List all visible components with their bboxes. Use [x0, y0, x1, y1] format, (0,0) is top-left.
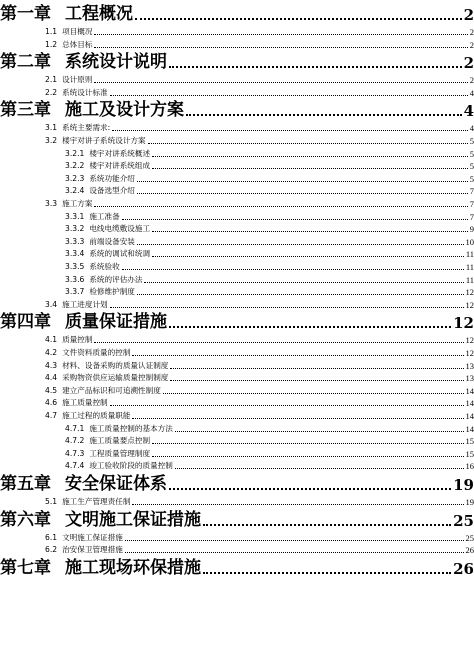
- toc-entry-number: 3.3.7: [65, 287, 85, 297]
- dot-leader: [110, 405, 464, 406]
- toc-entry-number: 第五章: [0, 474, 51, 494]
- toc-entry-number: 3.3.1: [65, 211, 85, 221]
- toc-entry-text: 系统功能介绍: [89, 173, 135, 183]
- toc-page-number: 2: [463, 54, 474, 73]
- toc-section-entry[interactable]: [0, 247, 474, 259]
- toc-entry-title: [0, 223, 150, 234]
- toc-entry-text: 系统设计说明: [65, 52, 167, 73]
- toc-entry-number: 4.7.4: [65, 461, 85, 471]
- toc-page-number: 4: [469, 87, 474, 98]
- toc-section-entry[interactable]: [0, 434, 474, 446]
- toc-chapter-entry[interactable]: [0, 98, 474, 120]
- toc-page-number: 12: [453, 314, 474, 333]
- dot-leader: [152, 456, 463, 457]
- toc-section-entry[interactable]: [0, 73, 474, 85]
- toc-entry-number: 1.2: [45, 39, 58, 49]
- toc-page-number: 14: [465, 385, 474, 396]
- toc-entry-title: [0, 0, 133, 24]
- toc-section-entry[interactable]: [0, 422, 474, 434]
- toc-entry-title: [0, 410, 130, 421]
- toc-entry-text: 施工进度计划: [62, 299, 108, 309]
- toc-entry-text: 施工准备: [89, 211, 120, 221]
- toc-section-entry[interactable]: [0, 273, 474, 285]
- toc-page-number: 19: [465, 497, 474, 507]
- toc-page-number: 15: [465, 448, 474, 459]
- toc-section-entry[interactable]: [0, 531, 474, 543]
- toc-entry-number: 6.1: [45, 532, 58, 542]
- dot-leader: [137, 181, 468, 182]
- toc-entry-title: [0, 334, 92, 345]
- dot-leader: [203, 572, 451, 574]
- toc-entry-title: [0, 122, 110, 133]
- dot-leader: [137, 244, 464, 245]
- toc-entry-number: 4.7: [45, 411, 58, 420]
- toc-entry-text: 建立产品标识和可追溯性制度: [62, 385, 161, 395]
- toc-page-number: 2: [463, 6, 474, 24]
- toc-entry-number: 1.1: [45, 27, 58, 36]
- toc-page-number: 14: [465, 423, 474, 434]
- dot-leader: [132, 418, 463, 419]
- toc-entry-text: 设备选型介绍: [89, 186, 135, 196]
- toc-entry-title: [0, 198, 92, 209]
- toc-section-entry[interactable]: [0, 384, 474, 396]
- dot-leader: [169, 326, 451, 328]
- toc-entry-text: 总体目标: [62, 39, 93, 49]
- toc-page-number: 19: [453, 476, 474, 494]
- toc-page-number: 7: [469, 199, 474, 209]
- toc-entry-number: 3.3.2: [65, 224, 85, 234]
- toc-entry-text: 施工质量要点控制: [89, 436, 151, 446]
- toc-page-number: 12: [465, 335, 474, 346]
- dot-leader: [122, 269, 464, 270]
- toc-entry-title: [0, 360, 168, 371]
- dot-leader: [152, 156, 468, 157]
- dot-leader: [125, 540, 464, 541]
- toc-entry-number: 4.3: [45, 360, 58, 370]
- toc-entry-number: 4.7.1: [65, 423, 85, 433]
- toc-section-entry[interactable]: [0, 210, 474, 222]
- toc-section-entry[interactable]: [0, 222, 474, 234]
- toc-entry-text: 安全保证体系: [65, 474, 167, 494]
- toc-entry-text: 施工生产管理责任制: [62, 497, 131, 506]
- toc-entry-number: 第六章: [0, 509, 51, 530]
- toc-section-entry[interactable]: [0, 346, 474, 358]
- toc-entry-title: [0, 286, 135, 297]
- toc-entry-title: [0, 307, 167, 332]
- toc-page-number: 13: [465, 373, 474, 384]
- toc-entry-title: [0, 95, 184, 120]
- toc-section-entry[interactable]: [0, 447, 474, 459]
- toc-page-number: 11: [465, 274, 474, 285]
- toc-entry-title: [0, 385, 161, 396]
- toc-entry-number: 3.4: [45, 299, 58, 309]
- dot-leader: [132, 355, 463, 356]
- toc-section-entry[interactable]: [0, 197, 474, 209]
- toc-entry-number: 4.4: [45, 373, 58, 383]
- dot-leader: [135, 18, 462, 20]
- toc-page-number: 15: [465, 436, 474, 447]
- toc-entry-text: 系统验收: [89, 262, 120, 271]
- toc-entry-text: 材料、设备采购的质量认证制度: [62, 360, 169, 370]
- toc-entry-number: 3.3.6: [65, 274, 85, 284]
- dot-leader: [186, 114, 462, 116]
- toc-entry-title: [0, 248, 150, 259]
- dot-leader: [137, 193, 468, 194]
- toc-entry-text: 施工现场环保措施: [65, 557, 201, 578]
- toc-entry-text: 文件资料质量的控制: [62, 348, 131, 357]
- toc-chapter-entry[interactable]: [0, 472, 474, 494]
- toc-entry-text: 工程概况: [65, 4, 133, 24]
- toc-page-number: 14: [465, 398, 474, 409]
- toc-entry-title: [0, 553, 201, 578]
- toc-entry-number: 4.1: [45, 335, 58, 345]
- toc-page-number: 7: [469, 211, 474, 222]
- toc-section-entry[interactable]: [0, 172, 474, 184]
- toc-section-entry[interactable]: [0, 409, 474, 421]
- toc-entry-text: 电线电缆敷设施工: [89, 224, 151, 234]
- toc-section-entry[interactable]: [0, 285, 474, 297]
- toc-page-number: 2: [469, 39, 474, 50]
- toc-entry-title: [0, 397, 108, 408]
- toc-entry-number: 3.2.4: [65, 186, 85, 196]
- toc-page-number: 4: [469, 123, 474, 134]
- toc-entry-text: 楼宇对讲系统概述: [89, 148, 151, 158]
- dot-leader: [94, 82, 467, 83]
- dot-leader: [112, 130, 468, 131]
- toc-section-entry[interactable]: [0, 260, 474, 272]
- toc-page-number: 10: [465, 236, 474, 247]
- toc-page-number: 11: [465, 249, 474, 260]
- toc-entry-title: [0, 47, 167, 72]
- dot-leader: [203, 524, 451, 526]
- toc-page-number: 9: [469, 224, 474, 235]
- toc-entry-text: 楼宇对讲系统组成: [89, 161, 151, 171]
- toc-entry-number: 第三章: [0, 100, 51, 121]
- toc-page-number: 11: [465, 262, 474, 272]
- toc-page-number: 5: [469, 161, 474, 172]
- toc-section-entry[interactable]: [0, 147, 474, 159]
- toc-entry-text: 检修维护制度: [89, 287, 135, 297]
- toc-entry-text: 施工方案: [62, 199, 93, 208]
- toc-entry-text: 施工质量控制: [62, 398, 108, 408]
- toc-entry-text: 系统设计标准: [62, 87, 108, 97]
- toc-page-number: 14: [465, 411, 474, 421]
- toc-entry-number: 3.2.1: [65, 148, 85, 158]
- toc-entry-number: 3.2: [45, 136, 58, 145]
- dot-leader: [152, 168, 468, 169]
- toc-entry-text: 文明施工保证措施: [62, 532, 123, 542]
- toc-entry-number: 3.3.4: [65, 249, 85, 259]
- toc-entry-title: [0, 372, 168, 383]
- toc-entry-number: 3.2.3: [65, 173, 85, 183]
- toc-entry-title: [0, 448, 150, 459]
- toc-entry-title: [0, 505, 201, 530]
- toc-entry-title: [0, 74, 92, 85]
- toc-entry-title: [0, 261, 120, 272]
- toc-entry-title: [0, 135, 146, 146]
- toc-page-number: 4: [463, 102, 474, 121]
- toc-entry-title: [0, 347, 130, 358]
- toc-entry-title: [0, 469, 167, 494]
- toc-section-entry[interactable]: [0, 371, 474, 383]
- toc-chapter-entry[interactable]: [0, 50, 474, 72]
- toc-page-number: 5: [469, 136, 474, 146]
- toc-entry-number: 第一章: [0, 4, 51, 24]
- toc-section-entry[interactable]: [0, 121, 474, 133]
- toc-entry-title: [0, 435, 150, 446]
- dot-leader: [170, 368, 463, 369]
- toc-entry-number: 3.1: [45, 123, 58, 133]
- toc-entry-text: 工程质量管理制度: [89, 448, 151, 458]
- toc-entry-text: 系统的评估办法: [89, 274, 143, 284]
- dot-leader: [175, 431, 464, 432]
- dot-leader: [152, 231, 468, 232]
- dot-leader: [169, 66, 462, 68]
- dot-leader: [175, 468, 464, 469]
- toc-section-entry[interactable]: [0, 134, 474, 146]
- toc-entry-text: 系统主要需求:: [62, 123, 111, 133]
- toc-entry-text: 质量保证措施: [65, 312, 167, 333]
- toc-entry-number: 6.2: [45, 545, 58, 555]
- dot-leader: [137, 294, 464, 295]
- toc-entry-text: 文明施工保证措施: [65, 509, 201, 530]
- toc-page-number: 2: [469, 75, 474, 86]
- toc-entry-title: [0, 185, 135, 196]
- dot-leader: [94, 34, 467, 35]
- toc-page-number: 25: [465, 532, 474, 543]
- toc-page-number: 25: [453, 511, 474, 530]
- toc-page-number: 26: [465, 545, 474, 556]
- toc-entry-title: [0, 274, 142, 285]
- toc-entry-text: 竣工验收阶段的质量控制: [89, 461, 173, 471]
- dot-leader: [148, 143, 468, 144]
- toc-entry-number: 4.7.2: [65, 436, 85, 446]
- toc-section-entry[interactable]: [0, 184, 474, 196]
- toc-entry-number: 3.2.2: [65, 161, 85, 171]
- toc-entry-number: 第四章: [0, 312, 51, 333]
- toc-entry-title: [0, 26, 92, 37]
- toc-section-entry[interactable]: [0, 235, 474, 247]
- dot-leader: [163, 393, 464, 394]
- toc-entry-number: 5.1: [45, 497, 58, 506]
- toc-page-number: 26: [453, 559, 474, 578]
- toc-entry-text: 施工质量控制的基本方法: [89, 423, 173, 433]
- dot-leader: [170, 380, 463, 381]
- dot-leader: [144, 282, 463, 283]
- toc-entry-number: 4.2: [45, 348, 58, 357]
- toc-entry-title: [0, 160, 150, 171]
- toc-page-number: 13: [465, 360, 474, 371]
- toc-section-entry[interactable]: [0, 159, 474, 171]
- toc-page-number: 5: [469, 173, 474, 184]
- toc-chapter-entry[interactable]: [0, 556, 474, 578]
- toc-page-number: 5: [469, 148, 474, 159]
- toc-entry-number: 3.3: [45, 199, 58, 208]
- toc-entry-text: 前端设备安装: [89, 236, 135, 246]
- toc-entry-number: 4.5: [45, 385, 58, 395]
- toc-entry-title: [0, 173, 135, 184]
- toc-entry-text: 施工及设计方案: [65, 100, 184, 121]
- toc-entry-text: 施工过程的质量职能: [62, 411, 131, 420]
- toc-entry-title: [0, 236, 135, 247]
- toc-section-entry[interactable]: [0, 25, 474, 37]
- toc-entry-title: [0, 532, 123, 543]
- toc-entry-number: 第七章: [0, 557, 51, 578]
- toc-entry-text: 质量控制: [62, 335, 93, 345]
- toc-entry-text: 设计原则: [62, 75, 93, 85]
- toc-page-number: 12: [465, 348, 474, 358]
- toc-section-entry[interactable]: [0, 333, 474, 345]
- toc-entry-number: 4.6: [45, 398, 58, 408]
- dot-leader: [152, 256, 464, 257]
- toc-entry-number: 3.3.5: [65, 262, 85, 271]
- toc-page-number: 2: [469, 27, 474, 37]
- toc-page-number: 12: [465, 287, 474, 298]
- toc-entry-number: 第二章: [0, 52, 51, 73]
- toc-entry-text: 项目概况: [62, 27, 93, 36]
- toc-entry-number: 4.7.3: [65, 448, 85, 458]
- toc-entry-number: 2.1: [45, 75, 58, 85]
- toc-entry-text: 采购物资供应运输质量控制制度: [62, 373, 169, 383]
- dot-leader: [152, 443, 463, 444]
- toc-entry-number: 3.3.3: [65, 236, 85, 246]
- toc-page-number: 16: [465, 461, 474, 472]
- toc-entry-text: 治安保卫管理措施: [62, 545, 123, 555]
- toc-entry-title: [0, 211, 120, 222]
- dot-leader: [169, 488, 451, 490]
- toc-section-entry[interactable]: [0, 359, 474, 371]
- toc-chapter-entry[interactable]: [0, 310, 474, 332]
- toc-chapter-entry[interactable]: [0, 508, 474, 530]
- toc-entry-text: 楼宇对讲子系统设计方案: [62, 136, 146, 145]
- dot-leader: [94, 342, 463, 343]
- toc-entry-text: 系统的调试和统调: [89, 249, 151, 259]
- toc-section-entry[interactable]: [0, 396, 474, 408]
- toc-entry-title: [0, 148, 150, 159]
- toc-page-number: 12: [465, 299, 474, 310]
- toc-entry-number: 2.2: [45, 87, 58, 97]
- dot-leader: [94, 206, 467, 207]
- toc-chapter-entry[interactable]: [0, 2, 474, 24]
- toc-page-number: 7: [469, 186, 474, 197]
- dot-leader: [122, 219, 468, 220]
- toc-entry-title: [0, 423, 173, 434]
